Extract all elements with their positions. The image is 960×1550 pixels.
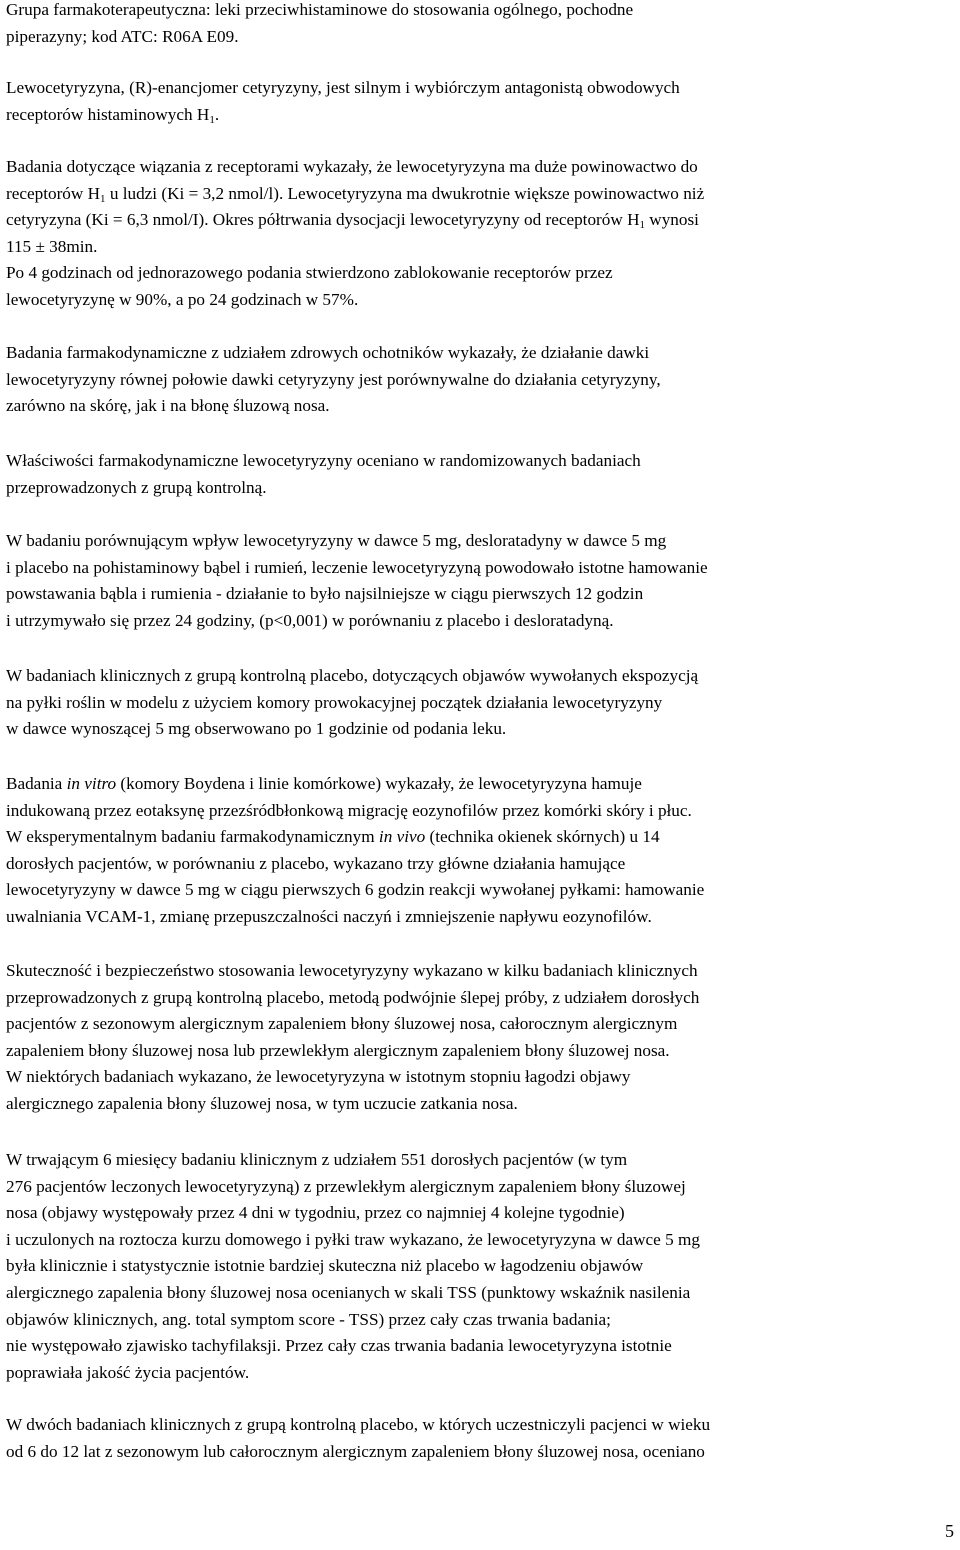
paragraph xyxy=(6,154,704,314)
text-line xyxy=(6,475,641,502)
text-line xyxy=(6,1333,700,1360)
text-run: Badania farmakodynamiczne z udziałem zdrowych ochotników wykazały, że działanie dawki xyxy=(6,343,650,362)
text-line xyxy=(6,771,704,798)
text-line xyxy=(6,690,698,717)
text-run: powstawania bąbla i rumienia - działanie to było najsilniejsze w ciągu pierwszych 12 godzin xyxy=(6,584,644,604)
text-line xyxy=(6,1147,700,1174)
text-line xyxy=(6,985,699,1012)
text-line xyxy=(6,367,661,394)
text-line xyxy=(6,448,641,475)
paragraph xyxy=(6,340,661,420)
text-line xyxy=(6,1280,700,1307)
text-line xyxy=(6,207,704,234)
subscript: 1 xyxy=(639,219,645,232)
text-run: W dwóch badaniach klinicznych z grupą kontrolną placebo, w których uczestniczyli pacjenci w wieku xyxy=(6,1415,711,1434)
paragraph xyxy=(6,663,698,743)
text-run: indukowaną przez eotaksynę przezśródbłonkową migrację eozynofilów przez komórki skóry i płuc. xyxy=(6,800,692,820)
text-run: piperazyny; kod ATC: R06A E09. xyxy=(6,26,239,46)
text-run: Lewocetyryzyna, (R)-enancjomer cetyryzyny, jest silnym i wybiórczym antagonistą obwodowych xyxy=(6,78,680,97)
text-line xyxy=(6,663,698,690)
text-line xyxy=(6,75,680,102)
text-run: W trwającym 6 miesięcy badaniu klinicznym z udziałem 551 dorosłych pacjentów (w tym xyxy=(6,1150,628,1169)
text-run: poprawiała jakość życia pacjentów. xyxy=(6,1362,250,1382)
text-run: W badaniach klinicznych z grupą kontrolną placebo, dotyczących objawów wywołanych ekspozycją xyxy=(6,666,699,685)
paragraph xyxy=(6,1412,710,1465)
text-run: 115 ± 38min. xyxy=(6,236,98,256)
text-run: . xyxy=(214,104,220,124)
text-run: u ludzi (Ki = 3,2 nmol/l). Lewocetyryzyna ma dwukrotnie większe powinowactwo niż xyxy=(105,183,705,203)
text-run: na pyłki roślin w modelu z użyciem komory prowokacyjnej początek działania lewocetyryzyny xyxy=(6,692,663,712)
paragraph xyxy=(6,771,704,931)
text-run: pacjentów z sezonowym alergicznym zapaleniem błony śluzowej nosa, całorocznym alergicznym xyxy=(6,1014,678,1034)
text-line xyxy=(6,340,661,367)
text-line xyxy=(6,608,708,635)
text-line xyxy=(6,1174,700,1201)
subscript: 1 xyxy=(209,113,215,126)
text-line xyxy=(6,287,704,314)
text-line xyxy=(6,1412,710,1439)
paragraph xyxy=(6,0,633,50)
text-line xyxy=(6,904,704,931)
text-line xyxy=(6,234,704,261)
text-line xyxy=(6,1091,699,1118)
text-run: 276 pacjentów leczonych lewocetyryzyną) z przewlekłym alergicznym zapaleniem błony śluzowej xyxy=(6,1176,686,1196)
text-run: i placebo na pohistaminowy bąbel i rumień, leczenie lewocetyryzyną powodowało istotne hamowanie xyxy=(6,557,708,577)
text-line xyxy=(6,1038,699,1065)
text-run: W niektórych badaniach wykazano, że lewocetyryzyna w istotnym stopniu łagodzi objawy xyxy=(6,1067,631,1087)
text-line xyxy=(6,154,704,181)
text-run: Po 4 godzinach od jednorazowego podania stwierdzono zablokowanie receptorów przez xyxy=(6,263,613,283)
text-line xyxy=(6,824,704,851)
text-line xyxy=(6,1253,700,1280)
text-run: była klinicznie i statystycznie istotnie bardziej skuteczna niż placebo w łagodzeniu objawów xyxy=(6,1256,644,1276)
text-run: alergicznego zapalenia błony śluzowej nosa, w tym uczucie zatkania nosa. xyxy=(6,1093,518,1113)
text-run: receptorów histaminowych H xyxy=(6,104,210,124)
text-line xyxy=(6,260,704,287)
text-line xyxy=(6,851,704,878)
page-number: 5 xyxy=(945,1521,954,1541)
italic-term: in vivo xyxy=(378,827,426,847)
text-line xyxy=(6,1439,710,1466)
text-line xyxy=(6,181,704,208)
text-run: od 6 do 12 lat z sezonowym lub całorocznym alergicznym zapaleniem błony śluzowej nosa, oceniano xyxy=(6,1441,705,1461)
paragraph xyxy=(6,958,699,1118)
text-run: zapaleniem błony śluzowej nosa lub przewlekłym alergicznym zapaleniem błony śluzowej nosa. xyxy=(6,1040,670,1060)
paragraph xyxy=(6,528,708,634)
text-run: (technika okienek skórnych) u 14 xyxy=(425,827,660,847)
italic-term: in vitro xyxy=(66,774,117,793)
text-line xyxy=(6,528,708,555)
text-run: receptorów H xyxy=(6,183,101,203)
text-run: W eksperymentalnym badaniu farmakodynamicznym xyxy=(6,827,379,847)
text-line xyxy=(6,877,704,904)
text-run: Grupa farmakoterapeutyczna: leki przeciwhistaminowe do stosowania ogólnego, pochodne xyxy=(6,0,634,19)
text-line xyxy=(6,393,661,420)
text-run: cetyryzyna (Ki = 6,3 nmol/I). Okres półtrwania dysocjacji lewocetyryzyny od receptorów H xyxy=(6,210,640,230)
text-line xyxy=(6,555,708,582)
text-line xyxy=(6,1307,700,1334)
text-run: przeprowadzonych z grupą kontrolną placebo, metodą podwójnie ślepej próby, z udziałem dorosłych xyxy=(6,987,700,1007)
text-run: Badania xyxy=(6,774,67,793)
text-line xyxy=(6,1360,700,1387)
text-run: objawów klinicznych, ang. total symptom score - TSS) przez cały czas trwania badania; xyxy=(6,1309,611,1329)
text-run: lewocetyryzynę w 90%, a po 24 godzinach w 57%. xyxy=(6,289,359,309)
text-line xyxy=(6,1064,699,1091)
subscript: 1 xyxy=(100,192,106,205)
text-line xyxy=(6,581,708,608)
text-run: uwalniania VCAM-1, zmianę przepuszczalności naczyń i zmniejszenie napływu eozynofilów. xyxy=(6,906,652,926)
text-run: przeprowadzonych z grupą kontrolną. xyxy=(6,477,267,497)
paragraph xyxy=(6,448,641,501)
text-run: nie występowało zjawisko tachyfilaksji. Przez cały czas trwania badania lewocetyryzyna istotnie xyxy=(6,1336,672,1356)
text-run: dorosłych pacjentów, w porównaniu z placebo, wykazano trzy główne działania hamujące xyxy=(6,853,626,873)
text-run: Badania dotyczące wiązania z receptorami wykazały, że lewocetyryzyna ma duże powinowactwo do xyxy=(6,157,698,176)
text-line xyxy=(6,0,633,24)
text-run: Skuteczność i bezpieczeństwo stosowania lewocetyryzyny wykazano w kilku badaniach klinicznych xyxy=(6,961,698,980)
text-line xyxy=(6,1227,700,1254)
text-run: W badaniu porównującym wpływ lewocetyryzyny w dawce 5 mg, desloratadyny w dawce 5 mg xyxy=(6,531,667,550)
text-run: alergicznego zapalenia błony śluzowej nosa ocenianych w skali TSS (punktowy wskaźnik nasilenia xyxy=(6,1282,691,1302)
paragraph xyxy=(6,1147,700,1386)
text-run: wynosi xyxy=(645,210,699,230)
paragraph xyxy=(6,75,680,128)
text-line xyxy=(6,24,633,51)
text-run: zarówno na skórę, jak i na błonę śluzową nosa. xyxy=(6,396,330,416)
text-run: (komory Boydena i linie komórkowe) wykazały, że lewocetyryzyna hamuje xyxy=(116,774,642,793)
text-line xyxy=(6,102,680,129)
text-run: lewocetyryzyny w dawce 5 mg w ciągu pierwszych 6 godzin reakcji wywołanej pyłkami: hamowanie xyxy=(6,880,705,900)
text-run: i utrzymywało się przez 24 godziny, (p<0,001) w porównaniu z placebo i desloratadyną. xyxy=(6,610,614,630)
text-run: lewocetyryzyny równej połowie dawki cetyryzyny jest porównywalne do działania cetyryzyny, xyxy=(6,369,661,389)
text-line xyxy=(6,1200,700,1227)
text-run: w dawce wynoszącej 5 mg obserwowano po 1 godzinie od podania leku. xyxy=(6,719,507,739)
text-line xyxy=(6,798,704,825)
text-line xyxy=(6,1011,699,1038)
text-run: Właściwości farmakodynamiczne lewocetyryzyny oceniano w randomizowanych badaniach xyxy=(6,451,641,470)
text-run: nosa (objawy występowały przez 4 dni w tygodniu, przez co najmniej 4 kolejne tygodnie) xyxy=(6,1203,625,1223)
text-line xyxy=(6,716,698,743)
text-run: i uczulonych na roztocza kurzu domowego i pyłki traw wykazano, że lewocetyryzyna w dawce 5 mg xyxy=(6,1229,700,1249)
text-line xyxy=(6,958,699,985)
